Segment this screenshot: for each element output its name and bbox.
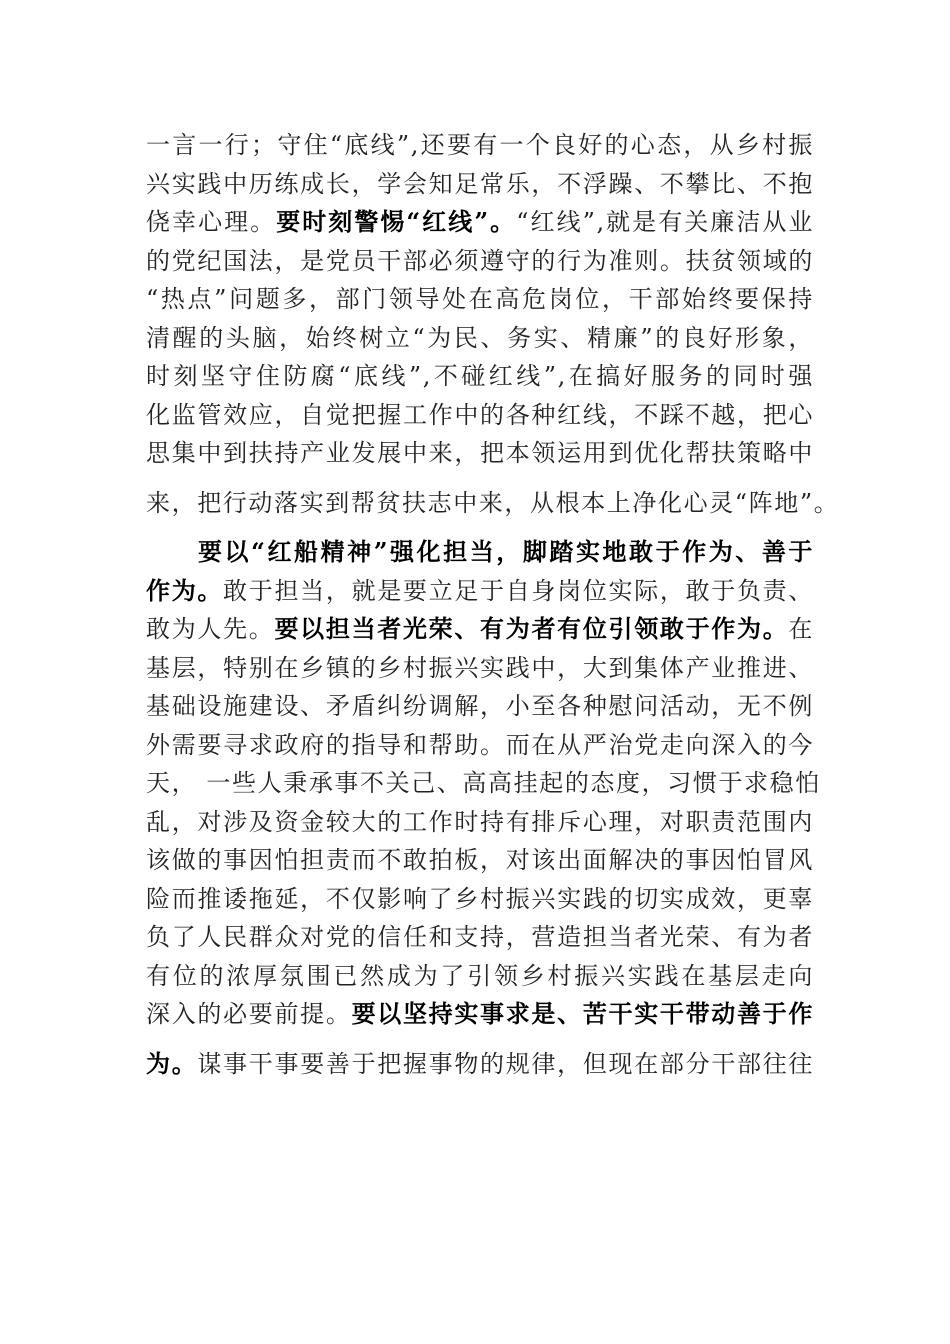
- bold-heading: 要时刻警惕“红线”。: [276, 207, 517, 236]
- text-line: 负了人民群众对党的信任和支持，营造担当者光荣、有为者: [146, 923, 814, 951]
- text-line: 有位的浓厚氛围已然成为了引领乡村振兴实践在基层走向: [146, 961, 814, 990]
- text-line: 一言一行；守住“底线”,还要有一个良好的心态，从乡村振: [146, 131, 814, 159]
- text-line: 深入的必要前提。要以坚持实事求是、苦干实干带动善于作: [146, 999, 814, 1028]
- text-line: 兴实践中历练成长，学会知足常乐，不浮躁、不攀比、不抱: [146, 169, 814, 198]
- text-line: “热点”问题多，部门领导处在高危岗位，干部始终要保持: [146, 285, 814, 313]
- bold-heading: 为。: [146, 1048, 198, 1078]
- text-line: 险而推诿拖延，不仅影响了乡村振兴实践的切实成效，更辜: [146, 884, 814, 913]
- bold-heading: 要以坚持实事求是、苦干实干带动善于作: [351, 999, 814, 1028]
- text-line: 为。谋事干事要善于把握事物的规律，但现在部分干部往往: [146, 1048, 815, 1078]
- text-line: 该做的事因怕担责而不敢拍板，对该出面解决的事因怕冒风: [146, 846, 814, 874]
- text-line: 的党纪国法，是党员干部必须遵守的行为准则。扶贫领域的: [146, 246, 814, 275]
- text-line: 清醒的头脑，始终树立“为民、务实、精廉”的良好形象，: [146, 323, 814, 352]
- body-text: [146, 126, 840, 1083]
- section-heading-line: [146, 533, 814, 572]
- text-line: 敢为人先。要以担当者光荣、有为者有位引领敢于作为。在: [146, 614, 815, 643]
- text-line: 作为。敢于担当，就是要立足于自身岗位实际，敢于负责、: [146, 575, 814, 605]
- text-line: 化监管效应，自觉把握工作中的各种红线，不踩不越，把心: [146, 400, 814, 429]
- text-line: 侥幸心理。要时刻警惕“红线”。“红线”,就是有关廉洁从业: [146, 207, 815, 236]
- text-line: 思集中到扶持产业发展中来，把本领运用到优化帮扶策略中: [146, 439, 814, 467]
- text-line: 乱，对涉及资金较大的工作时持有排斥心理，对职责范围内: [146, 807, 814, 836]
- bold-heading: 要以担当者光荣、有为者有位引领敢于作为。: [274, 614, 789, 643]
- section-heading: 要以“红船精神”强化担当，脚踏实地敢于作为、善于: [198, 537, 814, 566]
- text-line: 天， 一些人秉承事不关己、高高挂起的态度，习惯于求稳怕: [146, 769, 821, 797]
- text-line: 外需要寻求政府的指导和帮助。而在从严治党走向深入的今: [146, 730, 814, 759]
- text-line: 基层，特别在乡镇的乡村振兴实践中，大到集体产业推进、: [146, 653, 814, 682]
- text-line: 基础设施建设、矛盾纠纷调解，小至各种慰问活动，无不例: [146, 692, 814, 720]
- text-line: 时刻坚守住防腐“底线”,不碰红线”,在搞好服务的同时强: [146, 362, 814, 390]
- bold-heading: 作为。: [146, 575, 224, 605]
- text-line: 来，把行动落实到帮贫扶志中来，从根本上净化心灵“阵地”。: [146, 488, 840, 517]
